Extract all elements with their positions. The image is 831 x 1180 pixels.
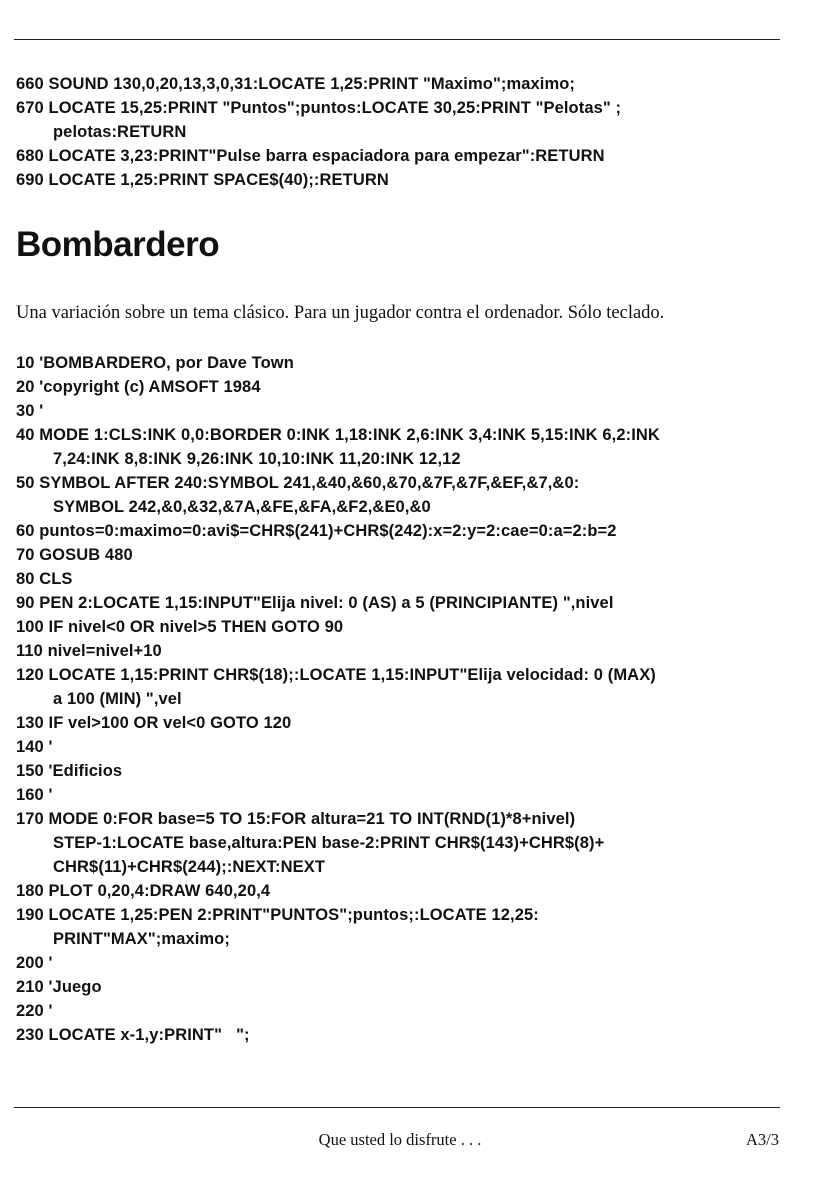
code-line: 220 '	[16, 1002, 53, 1020]
code-line: 10 'BOMBARDERO, por Dave Town	[16, 354, 294, 372]
section-title: Bombardero	[16, 225, 220, 264]
code-line: 680 LOCATE 3,23:PRINT"Pulse barra espaciadora para empezar":RETURN	[16, 147, 605, 165]
code-line: 20 'copyright (c) AMSOFT 1984	[16, 378, 261, 396]
code-line-continuation: pelotas:RETURN	[53, 123, 187, 141]
code-line: 150 'Edificios	[16, 762, 123, 780]
code-line: 70 GOSUB 480	[16, 546, 133, 564]
code-line: 100 IF nivel<0 OR nivel>5 THEN GOTO 90	[16, 618, 344, 636]
footer-text: Que usted lo disfrute . . .	[318, 1130, 482, 1149]
code-line-continuation: CHR$(11)+CHR$(244);:NEXT:NEXT	[53, 858, 325, 876]
top-rule	[14, 39, 780, 40]
code-line: 30 '	[16, 402, 44, 420]
code-line-continuation: 7,24:INK 8,8:INK 9,26:INK 10,10:INK 11,20:INK 12,12	[53, 450, 461, 468]
code-line: 80 CLS	[16, 570, 73, 588]
code-line: 110 nivel=nivel+10	[16, 642, 162, 660]
code-line-continuation: SYMBOL 242,&0,&32,&7A,&FE,&FA,&F2,&E0,&0	[53, 498, 431, 516]
code-line: 160 '	[16, 786, 53, 804]
code-line: 170 MODE 0:FOR base=5 TO 15:FOR altura=21 TO INT(RND(1)*8+nivel)	[16, 810, 576, 828]
code-line: 670 LOCATE 15,25:PRINT "Puntos";puntos:LOCATE 30,25:PRINT "Pelotas" ;	[16, 99, 622, 117]
code-line: 130 IF vel>100 OR vel<0 GOTO 120	[16, 714, 292, 732]
page-number: A3/3	[746, 1130, 779, 1149]
code-line-continuation: PRINT"MAX";maximo;	[53, 930, 230, 948]
code-line-continuation: STEP-1:LOCATE base,altura:PEN base-2:PRINT CHR$(143)+CHR$(8)+	[53, 834, 605, 852]
code-listing	[16, 351, 806, 1047]
code-line-continuation: a 100 (MIN) ",vel	[53, 690, 182, 708]
code-listing-continued	[16, 72, 806, 192]
code-line: 120 LOCATE 1,15:PRINT CHR$(18);:LOCATE 1,15:INPUT"Elija velocidad: 0 (MAX)	[16, 666, 656, 684]
code-line: 180 PLOT 0,20,4:DRAW 640,20,4	[16, 882, 271, 900]
code-line: 690 LOCATE 1,25:PRINT SPACE$(40);:RETURN	[16, 171, 389, 189]
code-line: 210 'Juego	[16, 978, 102, 996]
code-line: 200 '	[16, 954, 53, 972]
code-line: 60 puntos=0:maximo=0:avi$=CHR$(241)+CHR$(242):x=2:y=2:cae=0:a=2:b=2	[16, 522, 617, 540]
section-intro: Una variación sobre un tema clásico. Para un jugador contra el ordenador. Sólo teclado.	[16, 303, 665, 323]
code-line: 190 LOCATE 1,25:PEN 2:PRINT"PUNTOS";puntos;:LOCATE 12,25:	[16, 906, 539, 924]
code-line: 230 LOCATE x-1,y:PRINT" ";	[16, 1026, 250, 1044]
code-line: 140 '	[16, 738, 53, 756]
code-line: 90 PEN 2:LOCATE 1,15:INPUT"Elija nivel: 0 (AS) a 5 (PRINCIPIANTE) ",nivel	[16, 594, 614, 612]
code-line: 50 SYMBOL AFTER 240:SYMBOL 241,&40,&60,&70,&7F,&7F,&EF,&7,&0:	[16, 474, 580, 492]
bottom-rule	[14, 1107, 780, 1108]
code-line: 40 MODE 1:CLS:INK 0,0:BORDER 0:INK 1,18:INK 2,6:INK 3,4:INK 5,15:INK 6,2:INK	[16, 426, 660, 444]
code-line: 660 SOUND 130,0,20,13,3,0,31:LOCATE 1,25:PRINT "Maximo";maximo;	[16, 75, 576, 93]
